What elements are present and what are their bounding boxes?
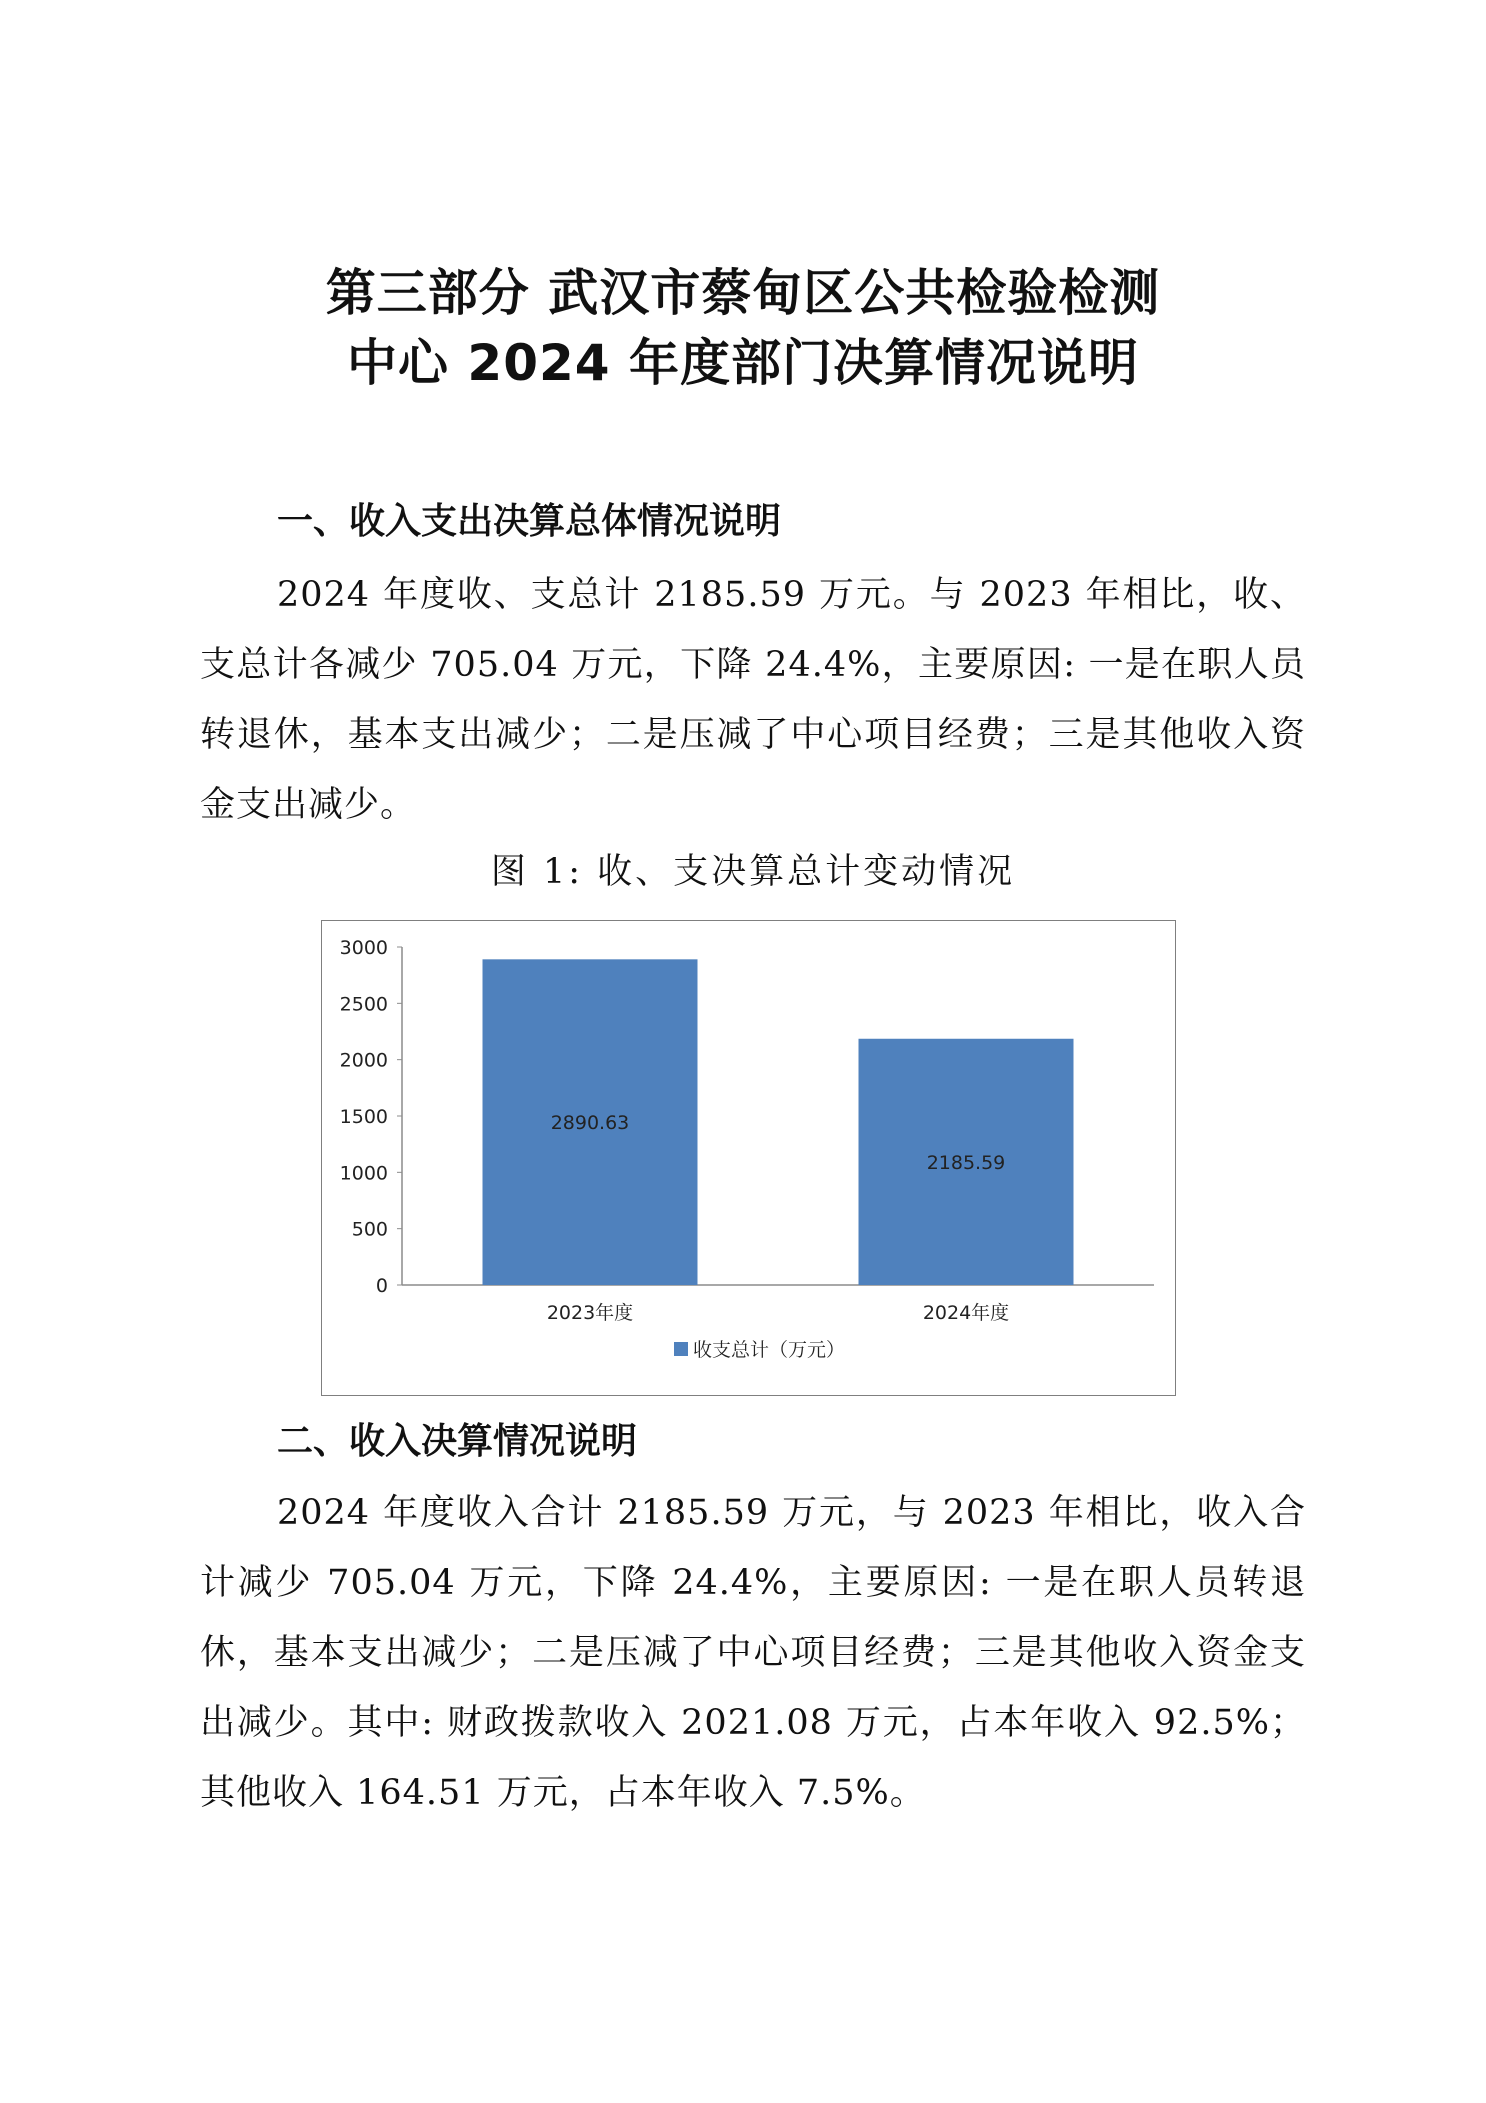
document-title-line1: 第三部分 武汉市蔡甸区公共检验检测 <box>325 264 1161 322</box>
document-title-line2: 中心 2024 年度部门决算情况说明 <box>347 334 1139 392</box>
section1-paragraph: 2024 年度收、支总计 2185.59 万元。与 2023 年相比，收、支总计各减少 705.04 万元，下降 24.4%，主要原因: 一是在职人员转退休，基本支出减少；二是压减了中心项目经费；三是其他收入资金支出减少。 <box>200 575 1306 825</box>
section2-paragraph: 2024 年度收入合计 2185.59 万元，与 2023 年相比，收入合计减少 705.04 万元，下降 24.4%，主要原因: 一是在职人员转退休，基本支出减少；二是压减了中心项目经费；三是其他收入资金支出减少。其中: 财政拨款收入 2021.08 万元，占本年收入 92.5%；其他收入 164.51 万元，占本年收入 7.5%。 <box>200 1493 1306 1813</box>
section1-heading: 一、收入支出决算总体情况说明 <box>277 501 782 542</box>
y-tick-label: 1500 <box>339 1106 388 1128</box>
y-tick-label: 500 <box>351 1218 388 1241</box>
figure-caption: 图 1: 收、支决算总计变动情况 <box>490 852 1016 892</box>
y-tick-label: 3000 <box>339 937 388 959</box>
section2-heading: 二、收入决算情况说明 <box>277 1421 638 1462</box>
y-tick-label: 2500 <box>339 993 388 1016</box>
x-tick-label: 2024年度 <box>922 1302 1010 1324</box>
legend-swatch <box>674 1342 688 1356</box>
bar-chart <box>321 920 1176 1396</box>
y-tick-label: 1000 <box>339 1162 388 1185</box>
x-tick-label: 2023年度 <box>546 1302 634 1324</box>
y-tick-label: 0 <box>375 1275 388 1297</box>
y-tick-label: 2000 <box>339 1049 388 1072</box>
bar-data-label: 2185.59 <box>926 1151 1006 1174</box>
bar-chart-svg <box>322 921 1174 1394</box>
bar-data-label: 2890.63 <box>550 1112 630 1135</box>
legend-label: 收支总计（万元） <box>693 1339 846 1361</box>
